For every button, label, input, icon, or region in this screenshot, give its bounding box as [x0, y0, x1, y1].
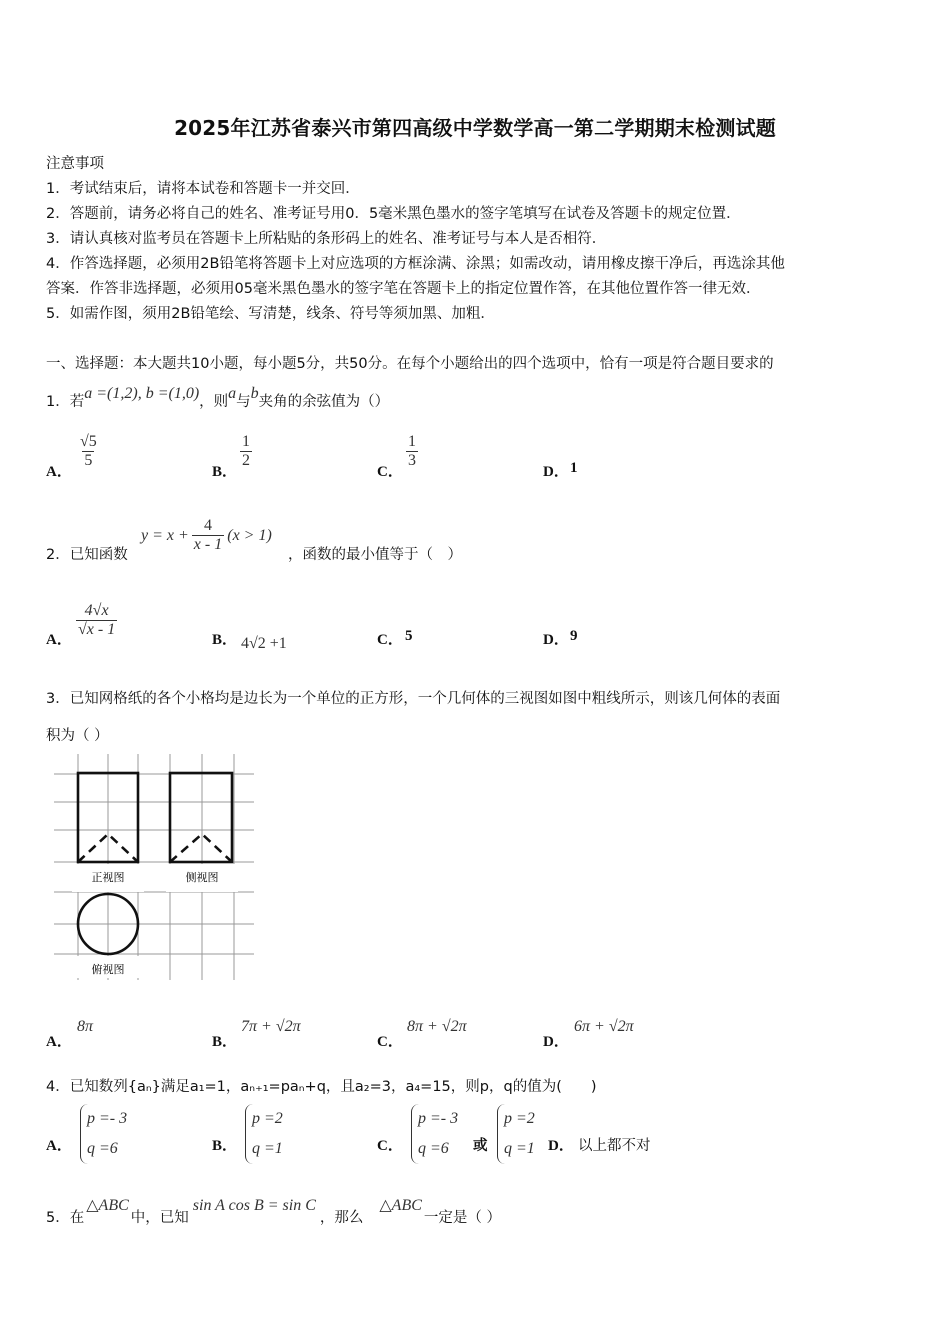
q4-option-c1: [411, 1104, 458, 1164]
q1-stem: [46, 385, 390, 411]
q4-option-c2: [497, 1104, 535, 1164]
q4-label-a: A．: [46, 1138, 72, 1154]
notice-item: 4．作答选择题，必须用2B铅笔将答题卡上对应选项的方框涂满、涂黑；如需改动，请用橡皮擦干净后，再选涂其他: [46, 256, 785, 272]
page-title: 2025年江苏省泰兴市第四高级中学数学高一第二学期期末检测试题: [174, 116, 776, 140]
q4-label-d: D．: [548, 1138, 574, 1154]
notice-item: 5．如需作图，须用2B铅笔绘、写清楚，线条、符号等须加黑、加粗．: [46, 306, 495, 322]
q3-label-b: B．: [212, 1034, 238, 1050]
q5-text: ，那么: [319, 1210, 364, 1226]
q5-text: 中，已知: [130, 1210, 189, 1226]
q2-f-right: (x > 1): [227, 526, 272, 544]
q2-option-b: 4√2 +1: [241, 635, 287, 652]
q1-c-num: 1: [408, 433, 416, 450]
q5-text: 一定是（ ）: [423, 1210, 502, 1226]
q3-option-c: 8π + √2π: [407, 1018, 467, 1035]
side-view-label: 侧视图: [185, 871, 219, 884]
q2-function: [141, 517, 272, 554]
q4-label-b: B．: [212, 1138, 238, 1154]
q1-a-num: √5: [80, 433, 97, 450]
q4-option-a: [80, 1104, 127, 1164]
q4-option-d: 以上都不对: [578, 1138, 651, 1154]
q1-formula: a =(1,2), b =(1,0): [84, 385, 200, 402]
q1-option-c: [406, 433, 418, 470]
q1-a-den: 5: [84, 452, 93, 469]
q1-label-b: B．: [212, 464, 238, 480]
q2-a-num: 4√x: [84, 602, 109, 619]
q3-label-a: A．: [46, 1034, 72, 1050]
q3-label-d: D．: [543, 1034, 569, 1050]
q2-option-d-label: D．: [543, 632, 569, 648]
q5-num: 5．在: [46, 1210, 85, 1226]
q4-c2-p: p =2: [504, 1110, 535, 1127]
q1-num: 1．若: [46, 394, 85, 410]
q4-a-q: q =6: [87, 1140, 118, 1157]
three-view-figure: [54, 754, 254, 980]
q3-option-b: 7π + √2π: [241, 1018, 301, 1035]
notice-item: 2．答题前，请务必将自己的姓名、准考证号用0．5毫米黑色墨水的签字笔填写在试卷及答题卡的规定位置．: [46, 206, 741, 222]
q5-triangle: △ABC: [379, 1197, 422, 1214]
q1-vec-b: b: [250, 385, 259, 402]
q2-num: 2．已知函数: [46, 547, 128, 563]
q4-stem: 4．已知数列{aₙ}满足a₁=1，aₙ₊₁=paₙ+q，且a₂=3，a₄=15，则p，q的值为( ): [46, 1079, 597, 1095]
q2-a-den: √x - 1: [78, 621, 116, 638]
q2-f-den: x - 1: [193, 536, 223, 553]
q1-c-den: 3: [408, 452, 416, 469]
notice-item: 答案．作答非选择题，必须用05毫米黑色墨水的签字笔在答题卡上的指定位置作答，在其他位置作答一律无效．: [46, 281, 761, 297]
q4-b-p: p =2: [252, 1110, 283, 1127]
q2-tail: ，函数的最小值等于（ ）: [288, 547, 462, 563]
q3-label-c: C．: [377, 1034, 403, 1050]
side-view-rect: [170, 773, 232, 862]
q1-option-d: 1: [570, 460, 578, 476]
section-heading: 一、选择题：本大题共10小题，每小题5分，共50分。在每个小题给出的四个选项中，恰有一项是符合题目要求的: [46, 356, 774, 372]
q3-option-a: 8π: [77, 1018, 94, 1035]
q5-stem: [46, 1197, 502, 1227]
q1-text: ，则: [199, 394, 229, 410]
q4-a-p: p =- 3: [87, 1110, 128, 1127]
front-view-label: 正视图: [91, 871, 125, 884]
q1-option-b: [240, 433, 252, 470]
q2-option-a: [76, 602, 117, 639]
q1-label-c: C．: [377, 464, 403, 480]
q5-triangle: △ABC: [86, 1197, 129, 1214]
q2-f-left: y = x +: [141, 526, 189, 544]
q1-b-num: 1: [242, 433, 250, 450]
q4-option-b: [245, 1104, 283, 1164]
q1-b-den: 2: [242, 452, 250, 469]
q3-stem-line2: 积为（ ）: [46, 728, 109, 744]
q4-b-q: q =1: [252, 1140, 283, 1157]
q3-option-d: 6π + √2π: [574, 1018, 634, 1035]
q1-text: 夹角的余弦值为（）: [258, 394, 390, 410]
q4-c1-q: q =6: [418, 1140, 449, 1157]
q2-option-d: 9: [570, 628, 578, 644]
notice-heading: 注意事项: [46, 156, 104, 172]
q4-or: 或: [473, 1138, 488, 1154]
q2-f-num: 4: [204, 517, 213, 534]
q1-label-d: D．: [543, 464, 569, 480]
notice-item: 1．考试结束后，请将本试卷和答题卡一并交回．: [46, 181, 360, 197]
q1-text: 与: [236, 394, 251, 410]
side-view-dashed: [170, 834, 232, 862]
notice-item: 3．请认真核对监考员在答题卡上所粘贴的条形码上的姓名、准考证号与本人是否相符．: [46, 231, 607, 247]
q3-stem-line1: 3．已知网格纸的各个小格均是边长为一个单位的正方形，一个几何体的三视图如图中粗线所示，则该几何体的表面: [46, 691, 781, 707]
q1-vec-a: a: [228, 385, 237, 402]
q2-label-b: B．: [212, 632, 238, 648]
q2-option-c: 5: [405, 628, 413, 644]
q2-label-a: A．: [46, 632, 72, 648]
q5-formula: sin A cos B = sin C: [192, 1197, 316, 1214]
q4-label-c: C．: [377, 1138, 403, 1154]
top-view-label: 俯视图: [91, 963, 125, 976]
q4-c2-q: q =1: [504, 1140, 535, 1157]
q1-label-a: A．: [46, 464, 72, 480]
q1-option-a: [78, 433, 99, 470]
q2-f-frac: [192, 517, 224, 554]
q2-label-c: C．: [377, 632, 403, 648]
q4-c1-p: p =- 3: [418, 1110, 459, 1127]
